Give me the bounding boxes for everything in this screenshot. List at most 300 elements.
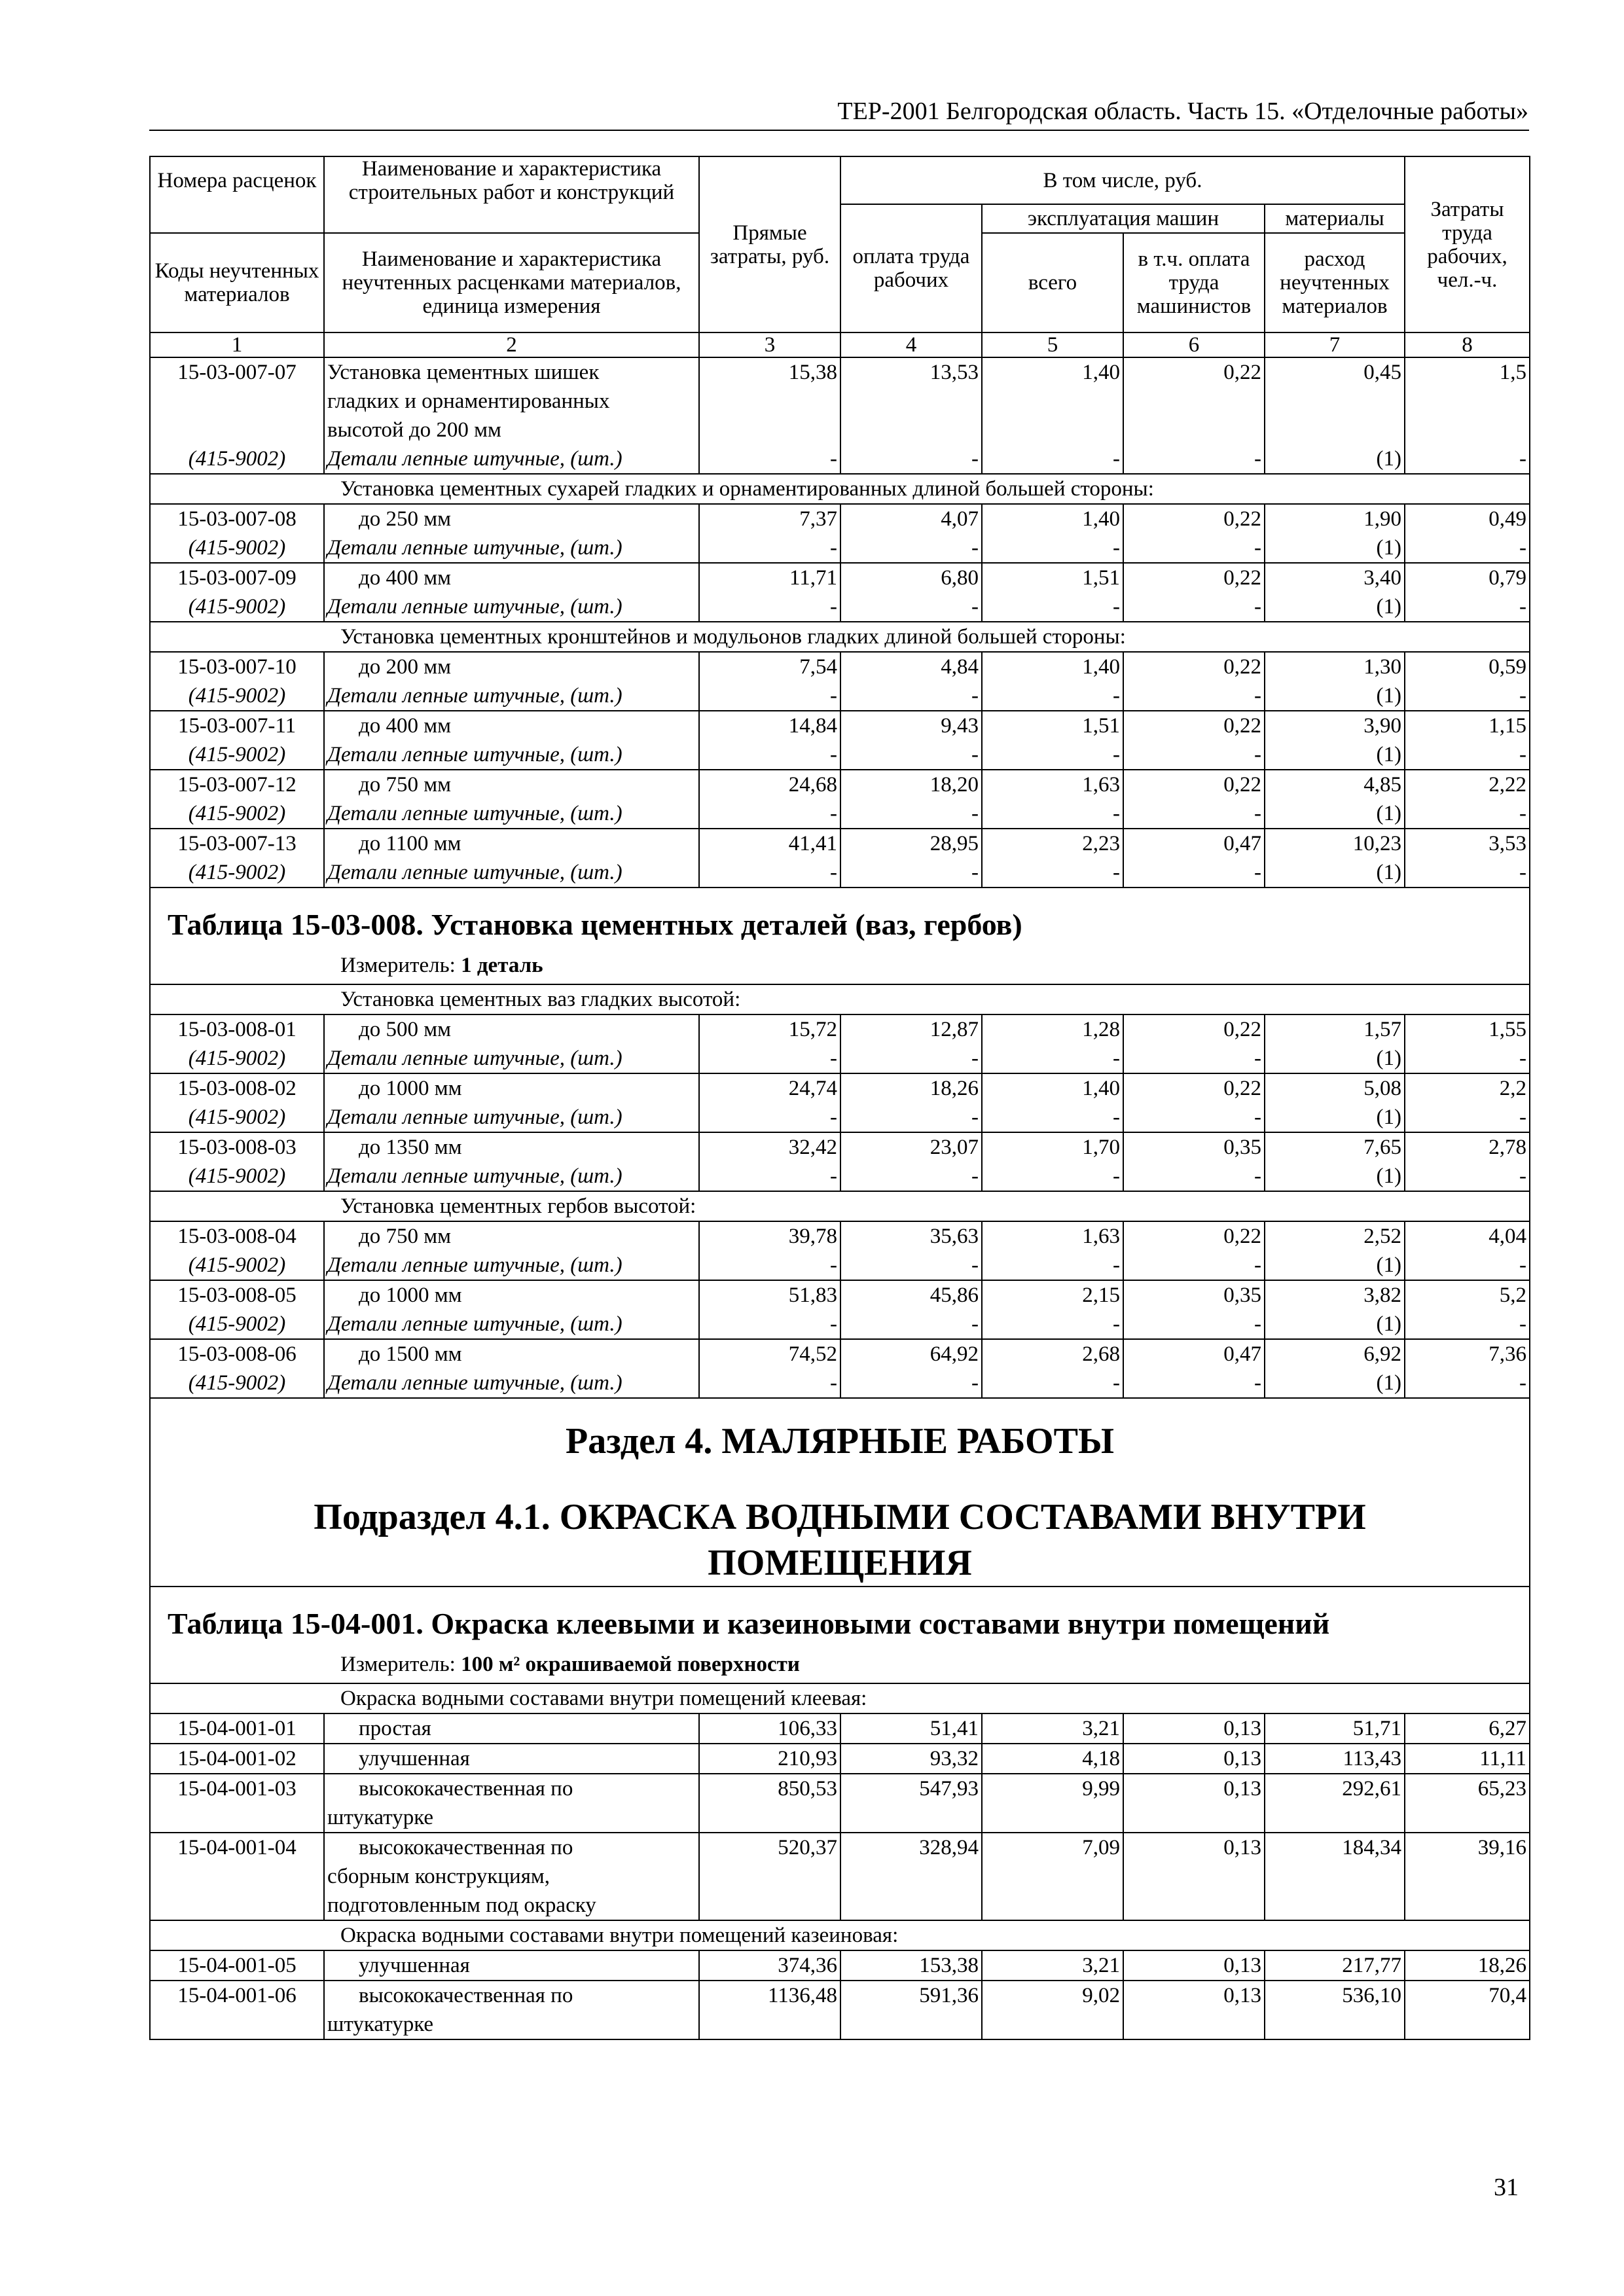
including-header: В том числе, руб. xyxy=(840,156,1405,204)
column-number: 2 xyxy=(324,332,699,357)
machines-total-header: всего xyxy=(982,233,1123,332)
value-cell: 113,43 xyxy=(1265,1744,1405,1774)
materials-header: материалы xyxy=(1265,204,1405,233)
value-cell: 328,94 xyxy=(840,1833,982,1920)
material-value-cell: (1) xyxy=(1265,1162,1405,1191)
value-cell: 1,28 xyxy=(982,1014,1123,1044)
material-code: (415-9002) xyxy=(150,533,324,563)
material-row xyxy=(150,1369,1530,1398)
material-code: (415-9002) xyxy=(150,1103,324,1132)
work-name xyxy=(324,1950,699,1981)
value-cell: 41,41 xyxy=(699,829,840,858)
rate-code: 15-04-001-06 xyxy=(150,1981,324,2039)
value-cell: 1,55 xyxy=(1405,1014,1530,1044)
value-cell: 0,22 xyxy=(1123,770,1265,799)
rate-code: 15-03-007-10 xyxy=(150,652,324,681)
rate-row xyxy=(150,1132,1530,1162)
value-cell: 5,2 xyxy=(1405,1280,1530,1310)
material-value-cell: (1) xyxy=(1265,533,1405,563)
value-cell: 3,90 xyxy=(1265,711,1405,740)
material-code: (415-9002) xyxy=(150,1044,324,1073)
material-value-cell: (1) xyxy=(1265,1251,1405,1280)
work-name: до 250 мм xyxy=(324,504,699,533)
value-cell: 0,35 xyxy=(1123,1132,1265,1162)
work-name: до 200 мм xyxy=(324,652,699,681)
material-value-cell: - xyxy=(982,444,1123,474)
material-value-cell: - xyxy=(699,740,840,770)
value-cell: 0,22 xyxy=(1123,652,1265,681)
material-name: Детали лепные штучные, (шт.) xyxy=(324,1103,699,1132)
value-cell: 39,16 xyxy=(1405,1833,1530,1920)
column-number: 3 xyxy=(699,332,840,357)
material-value-cell: - xyxy=(982,1103,1123,1132)
group-title: Установка цементных кронштейнов и модульонов гладких длиной большей стороны: xyxy=(150,622,1530,652)
col1-top-header: Номера расценок xyxy=(150,156,324,204)
table-15-04-001-header-row xyxy=(150,1587,1530,1683)
value-cell: 9,43 xyxy=(840,711,982,740)
material-code: (415-9002) xyxy=(150,1162,324,1191)
work-name xyxy=(324,1744,699,1774)
value-cell: 7,65 xyxy=(1265,1132,1405,1162)
material-value-cell: - xyxy=(840,1162,982,1191)
value-cell: 28,95 xyxy=(840,829,982,858)
value-cell: 1136,48 xyxy=(699,1981,840,2039)
work-name: до 500 мм xyxy=(324,1014,699,1044)
material-value-cell: (1) xyxy=(1265,740,1405,770)
value-cell: 4,04 xyxy=(1405,1221,1530,1251)
rate-code: 15-03-007-09 xyxy=(150,563,324,592)
rate-row xyxy=(150,1221,1530,1251)
material-value-cell: - xyxy=(982,592,1123,622)
table-15-03-008-title: Таблица 15-03-008. Установка цементных деталей (ваз, гербов) xyxy=(168,908,1022,941)
material-code: (415-9002) xyxy=(150,592,324,622)
material-row xyxy=(150,444,1530,474)
work-name-line: высококачественная по xyxy=(359,1777,573,1801)
value-cell: 11,71 xyxy=(699,563,840,592)
col2-top-header-cont xyxy=(324,204,699,233)
rate-row xyxy=(150,829,1530,858)
unit-value: 1 деталь xyxy=(461,954,543,977)
work-name: до 1000 мм xyxy=(324,1073,699,1103)
rate-row xyxy=(150,504,1530,533)
material-value-cell: - xyxy=(1123,444,1265,474)
rate-code: 15-03-007-12 xyxy=(150,770,324,799)
work-name-line: Установка цементных шишек xyxy=(327,361,600,384)
rate-row xyxy=(150,770,1530,799)
value-cell: 2,23 xyxy=(982,829,1123,858)
work-name-line: штукатурке xyxy=(327,1806,434,1829)
material-row xyxy=(150,1103,1530,1132)
work-name-line: сборным конструкциям, xyxy=(327,1865,550,1888)
material-value-cell: - xyxy=(1123,1310,1265,1339)
value-cell: 0,13 xyxy=(1123,1833,1265,1920)
material-value-cell: - xyxy=(1123,1044,1265,1073)
machines-header: эксплуатация машин xyxy=(982,204,1265,233)
value-cell: 591,36 xyxy=(840,1981,982,2039)
value-cell: 14,84 xyxy=(699,711,840,740)
value-cell: 9,99 xyxy=(982,1774,1123,1833)
value-cell: 1,51 xyxy=(982,711,1123,740)
work-name xyxy=(324,1713,699,1744)
material-value-cell: - xyxy=(1123,681,1265,711)
value-cell: 7,36 xyxy=(1405,1339,1530,1369)
material-code: (415-9002) xyxy=(150,1310,324,1339)
value-cell: 6,80 xyxy=(840,563,982,592)
value-cell: 9,02 xyxy=(982,1981,1123,2039)
group-title: Окраска водными составами внутри помещений казеиновая: xyxy=(150,1920,1530,1950)
value-cell: 23,07 xyxy=(840,1132,982,1162)
rate-code: 15-03-008-03 xyxy=(150,1132,324,1162)
value-cell: 4,85 xyxy=(1265,770,1405,799)
subsection-heading xyxy=(151,1464,1529,1586)
column-number: 1 xyxy=(150,332,324,357)
material-value-cell: - xyxy=(982,533,1123,563)
material-value-cell: - xyxy=(1405,1044,1530,1073)
value-cell: 3,21 xyxy=(982,1713,1123,1744)
group-title: Установка цементных гербов высотой: xyxy=(150,1191,1530,1221)
material-name: Детали лепные штучные, (шт.) xyxy=(324,740,699,770)
value-cell: 0,22 xyxy=(1123,504,1265,533)
value-cell: 2,68 xyxy=(982,1339,1123,1369)
head-row-1 xyxy=(150,156,1530,204)
value-cell: 2,15 xyxy=(982,1280,1123,1310)
value-cell: 0,47 xyxy=(1123,1339,1265,1369)
material-value-cell: - xyxy=(840,681,982,711)
material-value-cell: - xyxy=(840,799,982,829)
value-cell: 6,92 xyxy=(1265,1339,1405,1369)
col1-top-header-cont xyxy=(150,204,324,233)
rate-code: 15-03-007-08 xyxy=(150,504,324,533)
table-15-04-001-header xyxy=(150,1587,1530,1683)
value-cell: 217,77 xyxy=(1265,1950,1405,1981)
section-headings-row xyxy=(150,1398,1530,1587)
material-code: (415-9002) xyxy=(150,1369,324,1398)
value-cell: 18,26 xyxy=(1405,1950,1530,1981)
material-value-cell: - xyxy=(1405,1310,1530,1339)
value-cell: 0,22 xyxy=(1123,1073,1265,1103)
machinists-pay-header: в т.ч. оплата труда машинистов xyxy=(1123,233,1265,332)
work-name xyxy=(324,1981,699,2039)
rate-row xyxy=(150,1744,1530,1774)
subsection-heading-line: ПОМЕЩЕНИЯ xyxy=(708,1543,972,1583)
value-cell: 0,13 xyxy=(1123,1774,1265,1833)
work-name: до 400 мм xyxy=(324,563,699,592)
rate-row xyxy=(150,1280,1530,1310)
material-value-cell: - xyxy=(699,1103,840,1132)
material-row xyxy=(150,681,1530,711)
col1-bottom-header: Коды неучтенных материалов xyxy=(150,233,324,332)
material-value-cell: (1) xyxy=(1265,681,1405,711)
table-15-04-001-unit xyxy=(151,1642,1529,1683)
rate-row xyxy=(150,1339,1530,1369)
value-cell: 184,34 xyxy=(1265,1833,1405,1920)
material-value-cell: - xyxy=(1123,1162,1265,1191)
value-cell: 32,42 xyxy=(699,1132,840,1162)
table-15-03-008-header-row xyxy=(150,888,1530,984)
material-value-cell: - xyxy=(699,1044,840,1073)
value-cell: 15,72 xyxy=(699,1014,840,1044)
material-value-cell: - xyxy=(699,1162,840,1191)
value-cell: 520,37 xyxy=(699,1833,840,1920)
value-cell: 153,38 xyxy=(840,1950,982,1981)
material-value-cell: - xyxy=(982,681,1123,711)
value-cell: 0,35 xyxy=(1123,1280,1265,1310)
rate-code: 15-03-007-11 xyxy=(150,711,324,740)
value-cell: 18,20 xyxy=(840,770,982,799)
value-cell: 45,86 xyxy=(840,1280,982,1310)
value-cell: 1,40 xyxy=(982,1073,1123,1103)
value-cell: 106,33 xyxy=(699,1713,840,1744)
material-row xyxy=(150,740,1530,770)
rate-row xyxy=(150,1774,1530,1833)
material-name: Детали лепные штучные, (шт.) xyxy=(324,858,699,888)
rate-code: 15-04-001-02 xyxy=(150,1744,324,1774)
value-cell: 1,70 xyxy=(982,1132,1123,1162)
value-cell: 0,13 xyxy=(1123,1950,1265,1981)
material-name: Детали лепные штучные, (шт.) xyxy=(324,592,699,622)
value-cell: 74,52 xyxy=(699,1339,840,1369)
value-cell: 3,82 xyxy=(1265,1280,1405,1310)
value-cell: 1,5 xyxy=(1405,357,1530,444)
material-value-cell: - xyxy=(699,799,840,829)
value-cell: 0,13 xyxy=(1123,1744,1265,1774)
column-number: 4 xyxy=(840,332,982,357)
value-cell: 3,53 xyxy=(1405,829,1530,858)
work-name-line: улучшенная xyxy=(359,1954,470,1977)
material-value-cell: (1) xyxy=(1265,1103,1405,1132)
value-cell: 0,79 xyxy=(1405,563,1530,592)
column-number: 6 xyxy=(1123,332,1265,357)
material-value-cell: - xyxy=(840,444,982,474)
labor-hours-header: Затраты труда рабочих, чел.-ч. xyxy=(1405,156,1530,332)
material-value-cell: - xyxy=(840,1251,982,1280)
material-value-cell: - xyxy=(699,444,840,474)
material-value-cell: - xyxy=(982,1044,1123,1073)
unit-label: Измеритель: xyxy=(340,954,456,977)
material-value-cell: - xyxy=(699,1310,840,1339)
table-15-04-001-title: Таблица 15-04-001. Окраска клеевыми и казеиновыми составами внутри помещений xyxy=(168,1607,1330,1640)
value-cell: 850,53 xyxy=(699,1774,840,1833)
subsection-heading-line: Подраздел 4.1. ОКРАСКА ВОДНЫМИ СОСТАВАМИ ВНУТРИ xyxy=(314,1497,1366,1537)
table-15-03-008-header xyxy=(150,888,1530,984)
material-value-cell: - xyxy=(1123,858,1265,888)
material-value-cell: - xyxy=(1123,1103,1265,1132)
work-name: до 1000 мм xyxy=(324,1280,699,1310)
work-name-line: высококачественная по xyxy=(359,1984,573,2007)
rate-code: 15-03-008-01 xyxy=(150,1014,324,1044)
material-value-cell: - xyxy=(982,858,1123,888)
group-title-row xyxy=(150,622,1530,652)
unaccounted-materials-header: расход неучтенных материалов xyxy=(1265,233,1405,332)
material-name: Детали лепные штучные, (шт.) xyxy=(324,1251,699,1280)
material-code: (415-9002) xyxy=(150,444,324,474)
material-name: Детали лепные штучные, (шт.) xyxy=(324,444,699,474)
material-value-cell: - xyxy=(699,592,840,622)
material-value-cell: - xyxy=(840,1103,982,1132)
value-cell: 0,13 xyxy=(1123,1981,1265,2039)
value-cell: 1,90 xyxy=(1265,504,1405,533)
group-title: Установка цементных ваз гладких высотой: xyxy=(150,984,1530,1014)
material-value-cell: - xyxy=(1123,799,1265,829)
value-cell: 0,22 xyxy=(1123,1014,1265,1044)
material-value-cell: - xyxy=(699,681,840,711)
material-row xyxy=(150,1162,1530,1191)
value-cell: 1,15 xyxy=(1405,711,1530,740)
unit-label: Измеритель: xyxy=(340,1653,456,1676)
value-cell: 70,4 xyxy=(1405,1981,1530,2039)
value-cell: 2,78 xyxy=(1405,1132,1530,1162)
rate-code: 15-04-001-03 xyxy=(150,1774,324,1833)
work-name-line: штукатурке xyxy=(327,2013,434,2036)
material-value-cell: - xyxy=(1405,533,1530,563)
value-cell: 51,71 xyxy=(1265,1713,1405,1744)
material-value-cell: (1) xyxy=(1265,858,1405,888)
value-cell: 39,78 xyxy=(699,1221,840,1251)
rate-row xyxy=(150,1981,1530,2039)
material-value-cell: - xyxy=(1123,592,1265,622)
group-title-row xyxy=(150,1920,1530,1950)
value-cell: 4,07 xyxy=(840,504,982,533)
material-code: (415-9002) xyxy=(150,799,324,829)
material-row xyxy=(150,533,1530,563)
value-cell: 0,49 xyxy=(1405,504,1530,533)
value-cell: 10,23 xyxy=(1265,829,1405,858)
material-value-cell: - xyxy=(699,533,840,563)
work-name-line: гладких и орнаментированных xyxy=(327,389,610,413)
group-title-row xyxy=(150,984,1530,1014)
unit-value: 100 м² окрашиваемой поверхности xyxy=(461,1653,800,1676)
material-value-cell: - xyxy=(982,1369,1123,1398)
work-name: до 750 мм xyxy=(324,1221,699,1251)
work-name: до 1500 мм xyxy=(324,1339,699,1369)
rate-row xyxy=(150,1073,1530,1103)
material-value-cell: (1) xyxy=(1265,1044,1405,1073)
material-name: Детали лепные штучные, (шт.) xyxy=(324,533,699,563)
material-row xyxy=(150,1310,1530,1339)
material-value-cell: (1) xyxy=(1265,1310,1405,1339)
section-headings xyxy=(150,1398,1530,1587)
worker-pay-header: оплата труда рабочих xyxy=(840,204,982,332)
material-value-cell: (1) xyxy=(1265,444,1405,474)
material-value-cell: (1) xyxy=(1265,1369,1405,1398)
value-cell: 51,41 xyxy=(840,1713,982,1744)
material-value-cell: - xyxy=(1405,1103,1530,1132)
work-name-line: высококачественная по xyxy=(359,1836,573,1859)
material-value-cell: - xyxy=(840,592,982,622)
work-name: до 1100 мм xyxy=(324,829,699,858)
rate-code: 15-04-001-01 xyxy=(150,1713,324,1744)
column-numbers-row xyxy=(150,332,1530,357)
group-title-row xyxy=(150,1683,1530,1713)
value-cell: 374,36 xyxy=(699,1950,840,1981)
value-cell: 3,40 xyxy=(1265,563,1405,592)
value-cell: 1,40 xyxy=(982,504,1123,533)
material-value-cell: - xyxy=(1123,533,1265,563)
value-cell: 0,47 xyxy=(1123,829,1265,858)
value-cell: 547,93 xyxy=(840,1774,982,1833)
col2-top-header: Наименование и характеристика строительных работ и конструкций xyxy=(324,156,699,204)
rate-code: 15-03-007-07 xyxy=(150,357,324,444)
value-cell: 64,92 xyxy=(840,1339,982,1369)
work-name-line: простая xyxy=(359,1717,431,1740)
value-cell: 65,23 xyxy=(1405,1774,1530,1833)
value-cell: 0,22 xyxy=(1123,357,1265,444)
column-number: 5 xyxy=(982,332,1123,357)
rate-row xyxy=(150,1833,1530,1920)
value-cell: 15,38 xyxy=(699,357,840,444)
work-name-line: высотой до 200 мм xyxy=(327,418,501,442)
value-cell: 0,59 xyxy=(1405,652,1530,681)
rate-code: 15-04-001-04 xyxy=(150,1833,324,1920)
material-name: Детали лепные штучные, (шт.) xyxy=(324,1162,699,1191)
rate-code: 15-03-008-02 xyxy=(150,1073,324,1103)
value-cell: 24,74 xyxy=(699,1073,840,1103)
material-value-cell: - xyxy=(1123,740,1265,770)
rate-code: 15-03-008-05 xyxy=(150,1280,324,1310)
value-cell: 4,84 xyxy=(840,652,982,681)
material-value-cell: - xyxy=(982,1251,1123,1280)
group-title: Установка цементных сухарей гладких и орнаментированных длиной большей стороны: xyxy=(150,474,1530,504)
rate-code: 15-03-008-06 xyxy=(150,1339,324,1369)
material-value-cell: - xyxy=(1405,1369,1530,1398)
value-cell: 51,83 xyxy=(699,1280,840,1310)
material-value-cell: - xyxy=(982,799,1123,829)
value-cell: 11,11 xyxy=(1405,1744,1530,1774)
material-value-cell: - xyxy=(699,1251,840,1280)
value-cell: 2,2 xyxy=(1405,1073,1530,1103)
material-value-cell: - xyxy=(840,1310,982,1339)
value-cell: 5,08 xyxy=(1265,1073,1405,1103)
rate-code: 15-03-008-04 xyxy=(150,1221,324,1251)
header-rule xyxy=(149,130,1529,131)
value-cell: 0,22 xyxy=(1123,563,1265,592)
material-value-cell: - xyxy=(1405,444,1530,474)
section-heading: Раздел 4. МАЛЯРНЫЕ РАБОТЫ xyxy=(566,1421,1114,1462)
value-cell: 7,37 xyxy=(699,504,840,533)
value-cell: 0,45 xyxy=(1265,357,1405,444)
material-name: Детали лепные штучные, (шт.) xyxy=(324,1369,699,1398)
value-cell: 2,52 xyxy=(1265,1221,1405,1251)
rate-row xyxy=(150,1014,1530,1044)
work-name: до 750 мм xyxy=(324,770,699,799)
material-value-cell: (1) xyxy=(1265,799,1405,829)
running-header: ТЕР-2001 Белгородская область. Часть 15. «Отделочные работы» xyxy=(837,98,1528,125)
material-row xyxy=(150,858,1530,888)
value-cell: 7,09 xyxy=(982,1833,1123,1920)
material-code: (415-9002) xyxy=(150,1251,324,1280)
value-cell: 0,22 xyxy=(1123,1221,1265,1251)
group-title-row xyxy=(150,1191,1530,1221)
material-value-cell: - xyxy=(699,858,840,888)
value-cell: 1,63 xyxy=(982,1221,1123,1251)
material-row xyxy=(150,1044,1530,1073)
material-name: Детали лепные штучные, (шт.) xyxy=(324,1044,699,1073)
material-value-cell: - xyxy=(1405,592,1530,622)
value-cell: 0,22 xyxy=(1123,711,1265,740)
value-cell: 4,18 xyxy=(982,1744,1123,1774)
column-number: 8 xyxy=(1405,332,1530,357)
value-cell: 0,13 xyxy=(1123,1713,1265,1744)
material-value-cell: - xyxy=(1123,1251,1265,1280)
material-row xyxy=(150,592,1530,622)
col2-bottom-header: Наименование и характеристика неучтенных расценками материалов, единица измерения xyxy=(324,233,699,332)
value-cell: 292,61 xyxy=(1265,1774,1405,1833)
group-title: Окраска водными составами внутри помещений клеевая: xyxy=(150,1683,1530,1713)
work-name xyxy=(324,1774,699,1833)
material-row xyxy=(150,1251,1530,1280)
group-title-row xyxy=(150,474,1530,504)
value-cell: 1,51 xyxy=(982,563,1123,592)
